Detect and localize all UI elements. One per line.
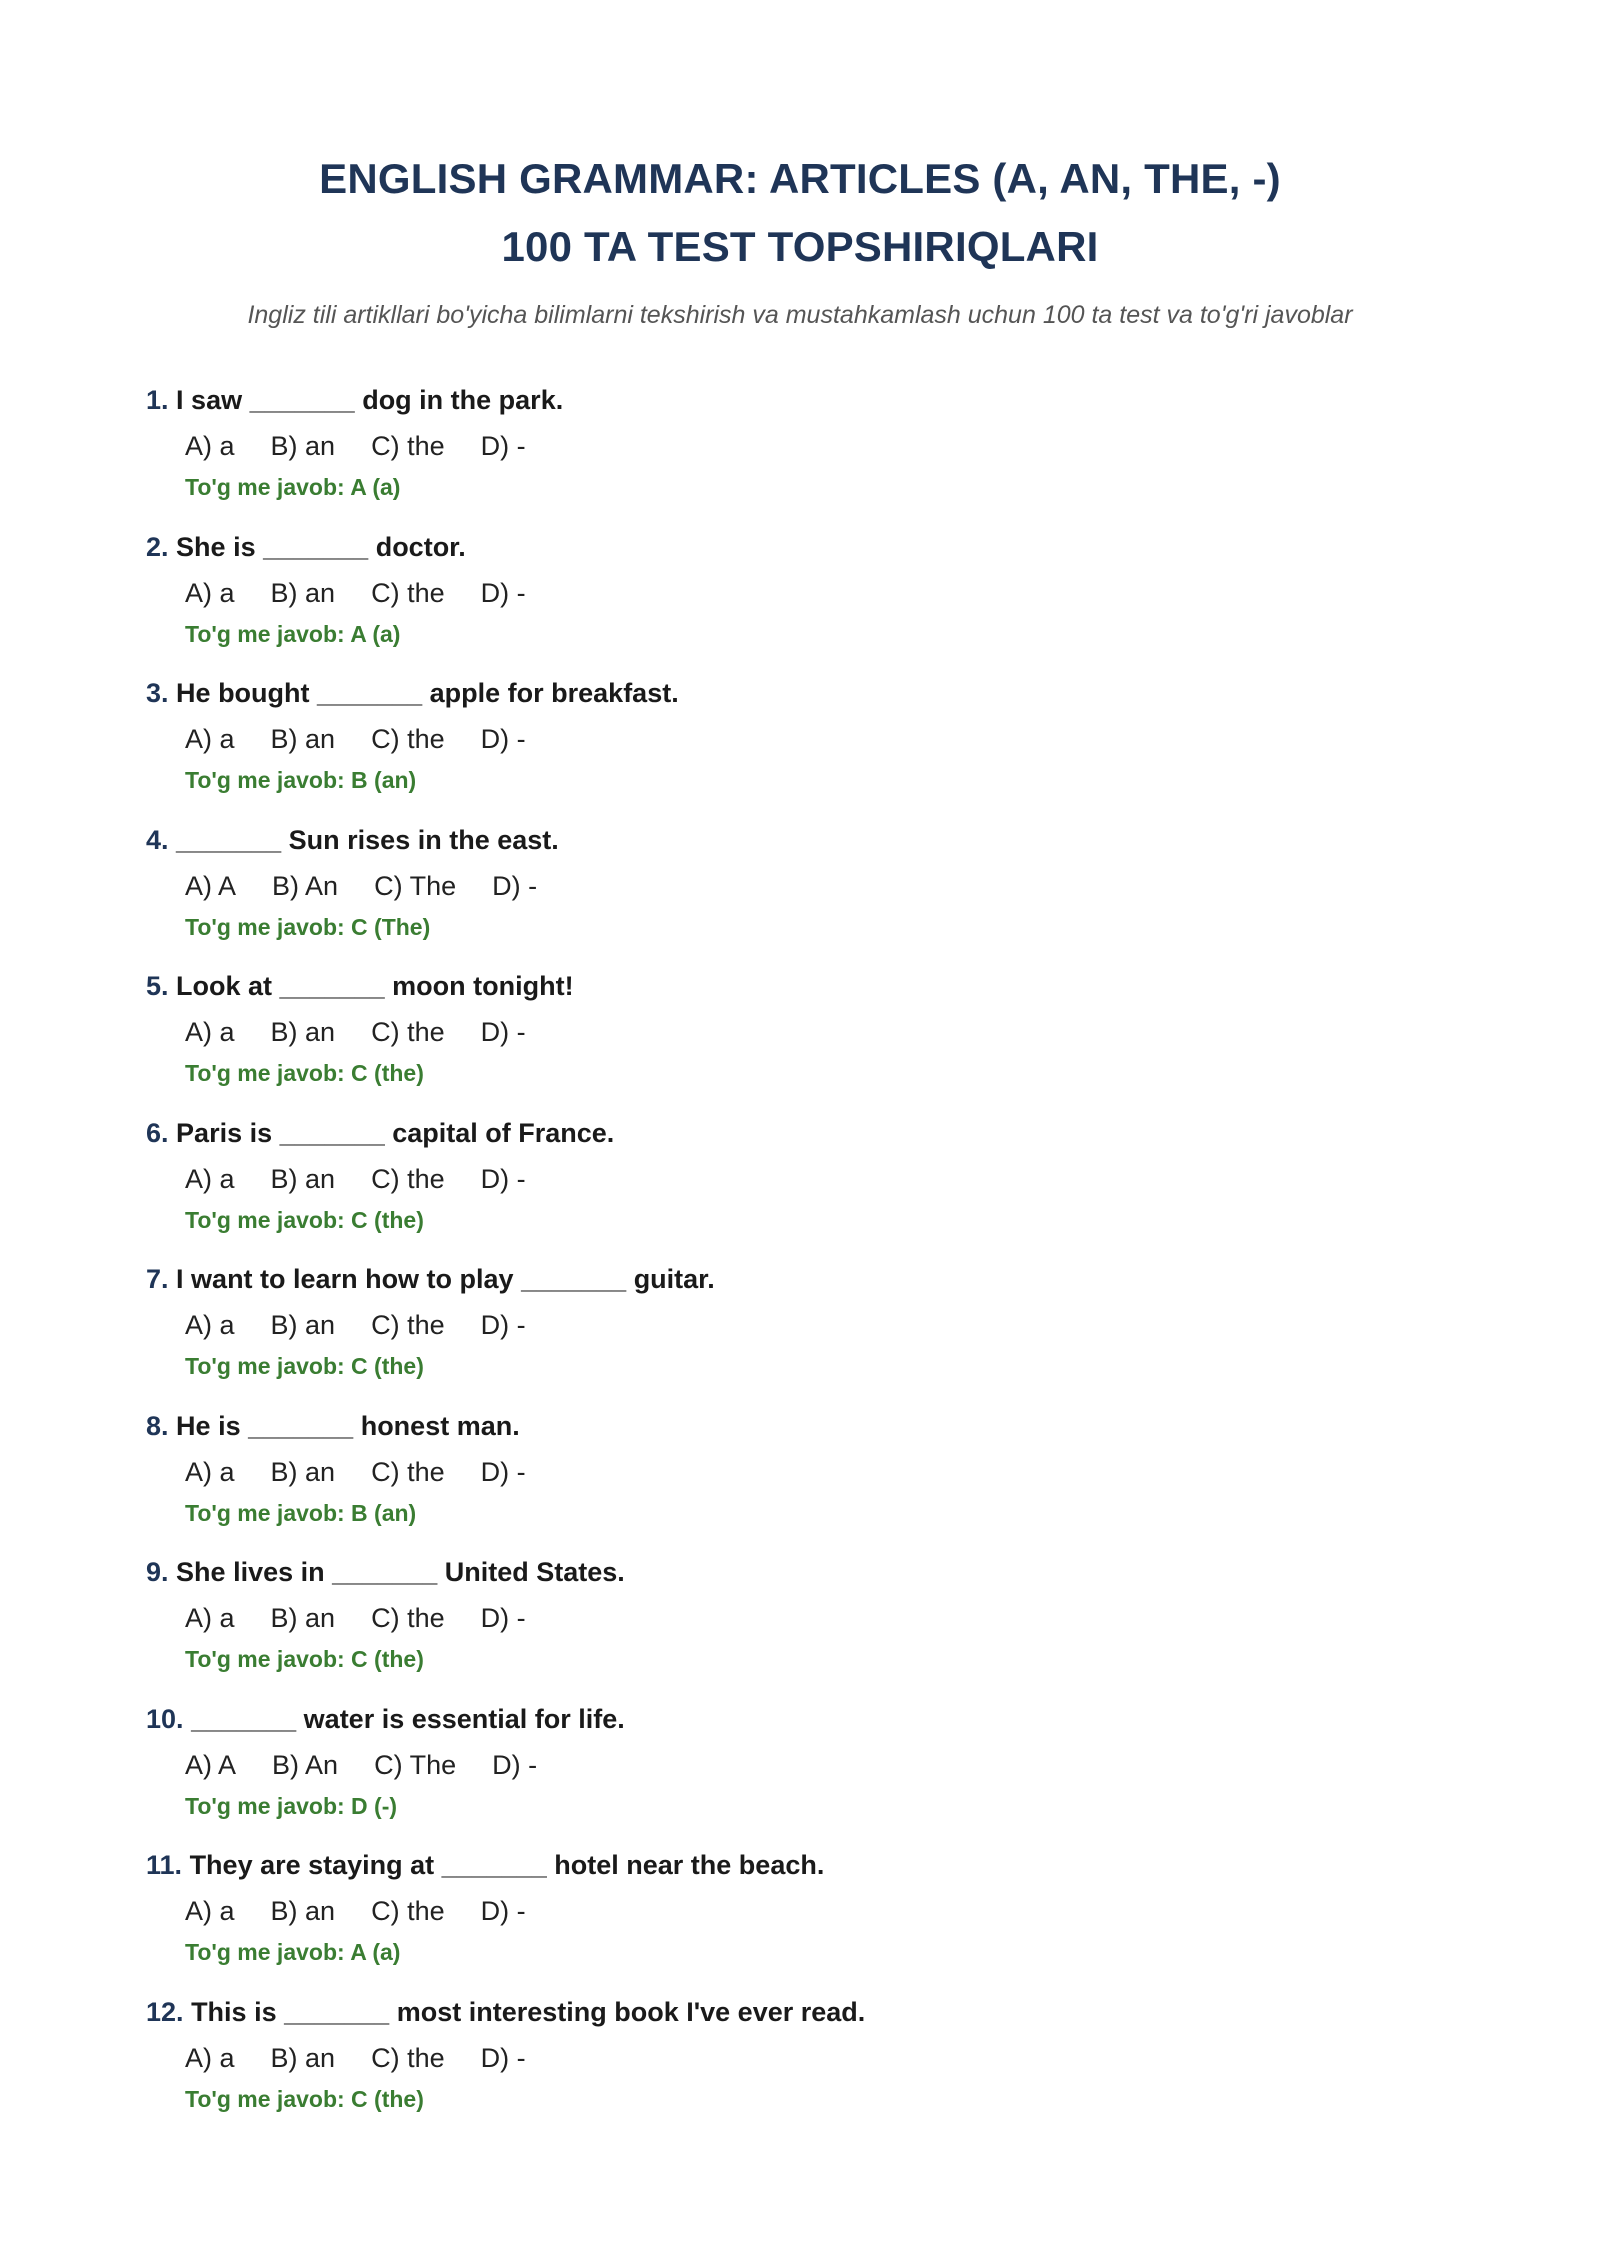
question-text: Paris is _______ capital of France.: [176, 1117, 615, 1148]
option-b: B) an: [270, 1456, 336, 1487]
option-b: B) an: [270, 724, 336, 754]
option-d: D) -: [480, 1310, 526, 1340]
option-d: D) -: [480, 431, 526, 461]
question-line: [146, 1259, 1466, 1299]
option-d: D) -: [480, 1456, 526, 1487]
options-row: [185, 1745, 1466, 1785]
question-text: He is _______ honest man.: [176, 1410, 520, 1441]
option-d: D) -: [480, 1017, 526, 1047]
options-row: [185, 1598, 1466, 1638]
question-number: 7.: [146, 1264, 169, 1294]
question-item: [146, 1406, 1466, 1553]
option-a: A) a: [185, 1456, 235, 1487]
question-text: I want to learn how to play _______ guitar.: [176, 1264, 715, 1294]
option-a: A) A: [185, 870, 237, 901]
question-number: 8.: [146, 1410, 169, 1441]
question-number: 4.: [146, 824, 169, 855]
question-line: [146, 1845, 1466, 1885]
question-item: [146, 1992, 1466, 2139]
option-b: B) an: [270, 431, 336, 461]
correct-answer: To'g me javob: A (a): [185, 474, 401, 500]
options-row: [185, 719, 1466, 759]
option-a: A) a: [185, 724, 235, 754]
option-c: C) The: [374, 870, 457, 901]
question-line: [146, 1552, 1466, 1592]
question-number: 5.: [146, 971, 169, 1001]
question-text: She is _______ doctor.: [176, 531, 466, 562]
option-a: A) a: [185, 1603, 235, 1633]
correct-answer: To'g me javob: C (The): [185, 913, 431, 940]
question-line: [146, 966, 1466, 1006]
option-c: C) the: [371, 1310, 445, 1340]
option-d: D) -: [492, 1749, 538, 1780]
question-line: [146, 1406, 1466, 1446]
question-number: 6.: [146, 1117, 169, 1148]
options-row: [185, 573, 1466, 613]
question-text: This is _______ most interesting book I've ever read.: [191, 1996, 866, 2027]
option-b: B) an: [270, 1603, 336, 1633]
question-text: They are staying at _______ hotel near the beach.: [189, 1850, 825, 1880]
option-b: B) An: [272, 870, 339, 901]
option-c: C) the: [371, 1456, 445, 1487]
option-c: C) the: [371, 431, 445, 461]
question-text: _______ Sun rises in the east.: [176, 824, 559, 855]
question-number: 3.: [146, 678, 169, 708]
options-row: [185, 1452, 1466, 1492]
question-number: 9.: [146, 1557, 169, 1587]
option-c: C) the: [371, 724, 445, 754]
option-d: D) -: [480, 1896, 526, 1926]
options-row: [185, 1305, 1466, 1345]
option-c: C) the: [371, 1163, 445, 1194]
option-b: B) an: [270, 1310, 336, 1340]
options-row: [185, 2038, 1466, 2078]
correct-answer: To'g me javob: C (the): [185, 1060, 424, 1086]
question-number: 1.: [146, 385, 169, 415]
option-b: B) an: [270, 1163, 336, 1194]
option-a: A) a: [185, 1017, 235, 1047]
question-item: [146, 673, 1466, 820]
question-line: [146, 820, 1466, 860]
correct-answer: To'g me javob: A (a): [185, 1939, 401, 1965]
option-b: B) an: [270, 1017, 336, 1047]
option-c: C) the: [371, 1603, 445, 1633]
option-a: A) A: [185, 1749, 237, 1780]
question-text: _______ water is essential for life.: [191, 1703, 625, 1734]
question-line: [146, 527, 1466, 567]
question-line: [146, 380, 1466, 420]
correct-answer: To'g me javob: C (the): [185, 1206, 424, 1233]
question-item: [146, 1845, 1466, 1992]
question-text: She lives in _______ United States.: [176, 1557, 625, 1587]
question-text: Look at _______ moon tonight!: [176, 971, 574, 1001]
question-number: 11.: [146, 1850, 183, 1880]
options-row: [185, 1159, 1466, 1199]
option-b: B) an: [270, 1896, 336, 1926]
option-d: D) -: [480, 2042, 526, 2073]
question-item: [146, 527, 1466, 674]
page-title-line-2: 100 TA TEST TOPSHIRIQLARI: [501, 223, 1099, 270]
question-item: [146, 1699, 1466, 1846]
option-d: D) -: [480, 577, 526, 608]
question-item: [146, 1259, 1466, 1406]
option-d: D) -: [480, 724, 526, 754]
page-title-line-1: ENGLISH GRAMMAR: ARTICLES (A, AN, THE, -): [319, 155, 1281, 202]
correct-answer: To'g me javob: C (the): [185, 2085, 424, 2112]
question-line: [146, 1113, 1466, 1153]
question-text: He bought _______ apple for breakfast.: [176, 678, 679, 708]
correct-answer: To'g me javob: C (the): [185, 1353, 424, 1379]
question-item: [146, 820, 1466, 967]
question-line: [146, 673, 1466, 713]
correct-answer: To'g me javob: B (an): [185, 767, 417, 793]
correct-answer: To'g me javob: A (a): [185, 620, 401, 647]
option-c: C) the: [371, 1896, 445, 1926]
options-row: [185, 426, 1466, 466]
question-line: [146, 1992, 1466, 2032]
option-b: B) An: [272, 1749, 339, 1780]
question-item: [146, 380, 1466, 527]
options-row: [185, 1891, 1466, 1931]
question-number: 12.: [146, 1996, 184, 2027]
option-c: C) the: [371, 577, 445, 608]
page-subtitle: Ingliz tili artikllari bo'yicha bilimlarni tekshirish va mustahkamlash uchun 100 ta test va to'g'ri javoblar: [247, 301, 1353, 329]
option-a: A) a: [185, 1163, 235, 1194]
question-item: [146, 1113, 1466, 1260]
option-d: D) -: [480, 1163, 526, 1194]
option-d: D) -: [492, 870, 538, 901]
question-list: [146, 380, 1466, 2138]
question-number: 2.: [146, 531, 169, 562]
option-b: B) an: [270, 577, 336, 608]
option-c: C) the: [371, 1017, 445, 1047]
option-b: B) an: [270, 2042, 336, 2073]
option-c: C) the: [371, 2042, 445, 2073]
option-a: A) a: [185, 1310, 235, 1340]
correct-answer: To'g me javob: C (the): [185, 1646, 424, 1672]
question-item: [146, 966, 1466, 1113]
option-c: C) The: [374, 1749, 457, 1780]
option-d: D) -: [480, 1603, 526, 1633]
question-text: I saw _______ dog in the park.: [176, 385, 564, 415]
question-item: [146, 1552, 1466, 1699]
options-row: [185, 1012, 1466, 1052]
header: [0, 145, 1600, 330]
question-number: 10.: [146, 1703, 184, 1734]
correct-answer: To'g me javob: B (an): [185, 1499, 417, 1526]
options-row: [185, 866, 1466, 906]
option-a: A) a: [185, 2042, 235, 2073]
question-line: [146, 1699, 1466, 1739]
option-a: A) a: [185, 577, 235, 608]
option-a: A) a: [185, 1896, 235, 1926]
option-a: A) a: [185, 431, 235, 461]
correct-answer: To'g me javob: D (-): [185, 1792, 398, 1819]
